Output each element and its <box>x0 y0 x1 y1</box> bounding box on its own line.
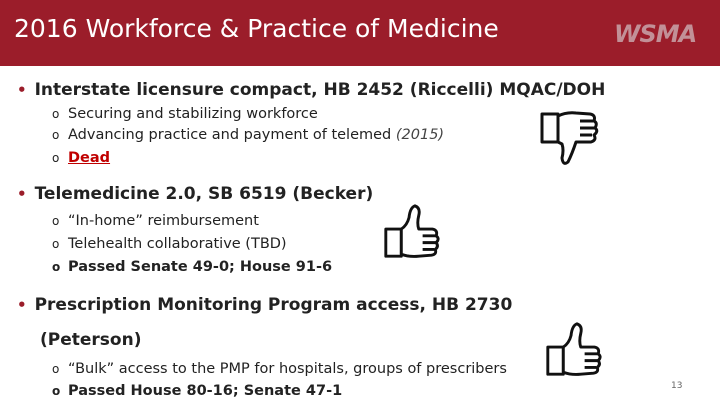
thumbs-down-icon <box>536 108 600 172</box>
slide-title: 2016 Workforce & Practice of Medicine <box>14 14 499 43</box>
sub-item: o Advancing practice and payment of telemed (2015) <box>52 127 445 143</box>
sub-item-status: o Passed House 80-16; Senate 47-1 <box>52 383 343 399</box>
sub-item: o Telehealth collaborative (TBD) <box>52 236 287 252</box>
bullet-interstate-licensure <box>17 80 605 100</box>
bullet-marker: • <box>17 81 27 99</box>
bullet-heading-continued: (Peterson) <box>40 330 142 350</box>
page-number: 13 <box>671 381 683 391</box>
thumbs-up-icon <box>380 200 442 262</box>
sub-item-status: o Passed Senate 49-0; House 91-6 <box>52 259 333 275</box>
sub-item: o “Bulk” access to the PMP for hospitals, groups of prescribers <box>52 361 507 377</box>
bullet-telemedicine: • Telemedicine 2.0, SB 6519 (Becker) <box>17 184 374 204</box>
sub-item: o “In-home” reimbursement <box>52 213 259 229</box>
bullet-heading: Interstate licensure compact, HB 2452 (Riccelli) MQAC/DOH <box>34 80 606 100</box>
sub-item-status: o Dead <box>52 150 111 166</box>
sub-item: o Securing and stabilizing workforce <box>52 106 318 122</box>
wsma-logo: WSMA <box>614 20 697 48</box>
thumbs-up-icon <box>542 318 604 380</box>
status-dead: Dead <box>68 150 111 166</box>
title-bar <box>0 0 720 66</box>
bullet-pmp-access: • Prescription Monitoring Program access, HB 2730 <box>17 295 513 315</box>
